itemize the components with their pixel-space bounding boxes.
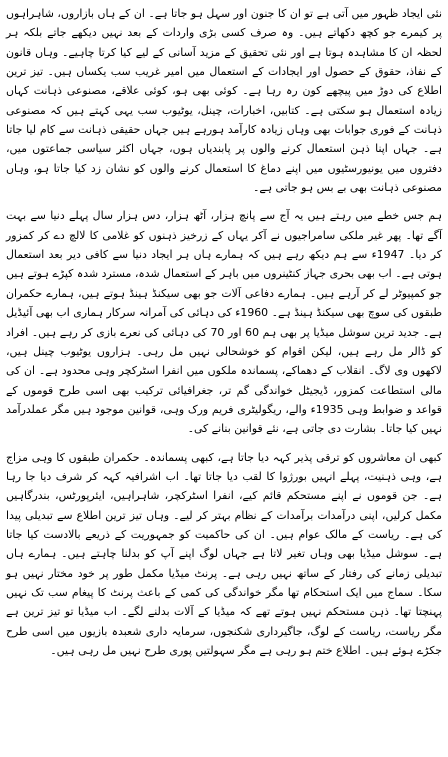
article-paragraph-3: کبھی ان معاشروں کو ترقی پذیر کہہ دیا جاتا ہے، کبھی پسماندہ۔ حکمران طبقوں کا وہی مزاج ہے، وہی ذہنیت، پہلے انہیں بورژوا کا لقب دیا جاتا تھا۔ اب اشرافیہ کہہ کر شرف دیا جا رہا ہے۔ جن قوموں نے اپنے مستحکم قائم کیے، انفرا اسٹرکچر، شاہراہیں، ایئرپورٹس، بندرگاہیں مکمل کرلیں، اپنی درآمدات برآمدات کے نظام بہتر کر لیے۔ وہاں تیز ترین اطلاع سے تبدیلی پیدا کی ہے۔ ریاست کے مالک عوام ہیں۔ ان کی حاکمیت کو جمہوریت کے ذریعے بالادست کیا جاتا ہے۔ سوشل میڈیا بھی وہاں تغیر لاتا ہے جہاں لوگ اپنے آپ کو بدلنا چاہتے ہیں۔ ہمارے ہاں تبدیلی زمانے کی رفتار کے ساتھ نہیں رہی ہے۔ پرنٹ میڈیا مکمل طور پر خود مختار نہیں ہو سکا۔ سماج میں ایک استحکام تھا مگر خواندگی کی کمی کے باعث پرنٹ کا پیغام سب تک نہیں پہنچتا تھا۔ ذہن مستحکم نہیں ہوتے تھے کہ میڈیا کے آلات بدلنے لگے۔ اب میڈیا تو تیز ترین ہے مگر ریاست، ریاست کے لوگ، جاگیرداری شکنجوں، سرمایہ داری شعبدہ بازیوں میں اسی طرح جکڑے ہوئے ہیں۔ اطلاع ختم ہو رہی ہے مگر سہولتیں پوری طرح نہیں مل رہی ہیں۔	[6, 450, 442, 657]
article-paragraph-2: ہم جس خطے میں رہتے ہیں یہ آج سے پانچ ہزار، آٹھ ہزار، دس ہزار سال پہلے دنیا سے بہت آگے تھا۔ پھر غیر ملکی سامراجیوں نے آکر یہاں کے زرخیز ذہنوں کو غلامی کا لالچ دے کر کمزور کر دیا۔ 1947ء سے ہم دیکھ رہے ہیں کہ ہمارے ہاں ہر ایجاد دنیا سے کافی دیر بعد استعمال ہوتی ہے۔ اب بھی بحری جہاز کنٹینروں میں باہر کے استعمال شدہ، مسترد شدہ کپڑے ہوتے ہیں جو کمپیوٹر لے کر آرہے ہیں۔ ہمارے دفاعی آلات جو بھی سیکنڈ ہینڈ ہوتے ہیں، ہمارے حکمران طبقوں کی سوچ بھی سیکنڈ ہینڈ ہے۔ 1960ء کی دہائی کی آمرانہ سرکار ہماری اب بھی آئیڈیل ہے۔ جدید ترین سوشل میڈیا پر بھی ہم 60 اور 70 کی دہائی کی نعرے بازی کر رہے ہیں۔ افراد کو ڈالر مل رہے ہیں، لیکن اقوام کو خوشحالی نہیں مل رہی۔ ہزاروں یوٹیوب چینل ہیں، لاکھوں وی لاگ۔ انقلاب کے دھماکے، پسماندہ ملکوں میں انفرا اسٹرکچر وہی محدود ہے۔ ان کی مالی استطاعت کمزور، ڈیجیٹل خواندگی گم تر، جغرافیائی ترکیب بھی اسی طرح قوموں کے قواعد و ضوابط وہی 1935ء والے، ریگولیٹری فریم ورک وہی، قوانین موجود ہیں مگر عملدرآمد نہیں کیا جاتا۔ بشارت دی جاتی ہے، نئے قوانین بنانے کی۔	[6, 209, 443, 436]
article-paragraph-1: نئی ایجاد ظہور میں آتی ہے تو ان کا جنون اور سہل ہو جاتا ہے۔ ان کے ہاں بازاروں، شاہراہوں پر کیمرے جو کچھ دکھاتے ہیں۔ وہ صرف کسی بڑی واردات کے بعد نہیں دیکھے جاتے بلکہ ہر لحظہ ان کا مشاہدہ ہوتا ہے اور نئی تحقیق کے مزید آسانی کے لیے کیا کرتا چاہیے۔ وہاں قانون کے نفاذ، حقوق کے حصول اور ایجادات کے استعمال میں امیر غریب سب یکساں ہیں۔ تیز ترین اطلاع کی دوڑ میں پیچھے کون رہ رہا ہے۔ کوئی بھی ہو، کوئی علاقے، مصنوعی ذہانت کہاں زیادہ استعمال ہو سکتی ہے۔ کتابیں، اخبارات، چینل، یوٹیوب سب یہی کہتے ہیں کہ مصنوعی ذہانت کے فوری جوابات بھی وہاں زیادہ کارآمد ہورہے ہیں جہاں حقیقی ذہانت سے کام لیا جاتا ہے۔ جہاں اپنا ذہن استعمال کرنے والوں پر پابندیاں ہوں، جہاں اکثر سیاسی جماعتوں میں، دفتروں میں یونیورسٹیوں میں اپنے دماغ کا استعمال کرنے والوں کو نشان زد کیا جاتا ہو، وہاں مصنوعی ذہانت بھی بے بس ہو جاتی ہے۔	[6, 7, 442, 195]
